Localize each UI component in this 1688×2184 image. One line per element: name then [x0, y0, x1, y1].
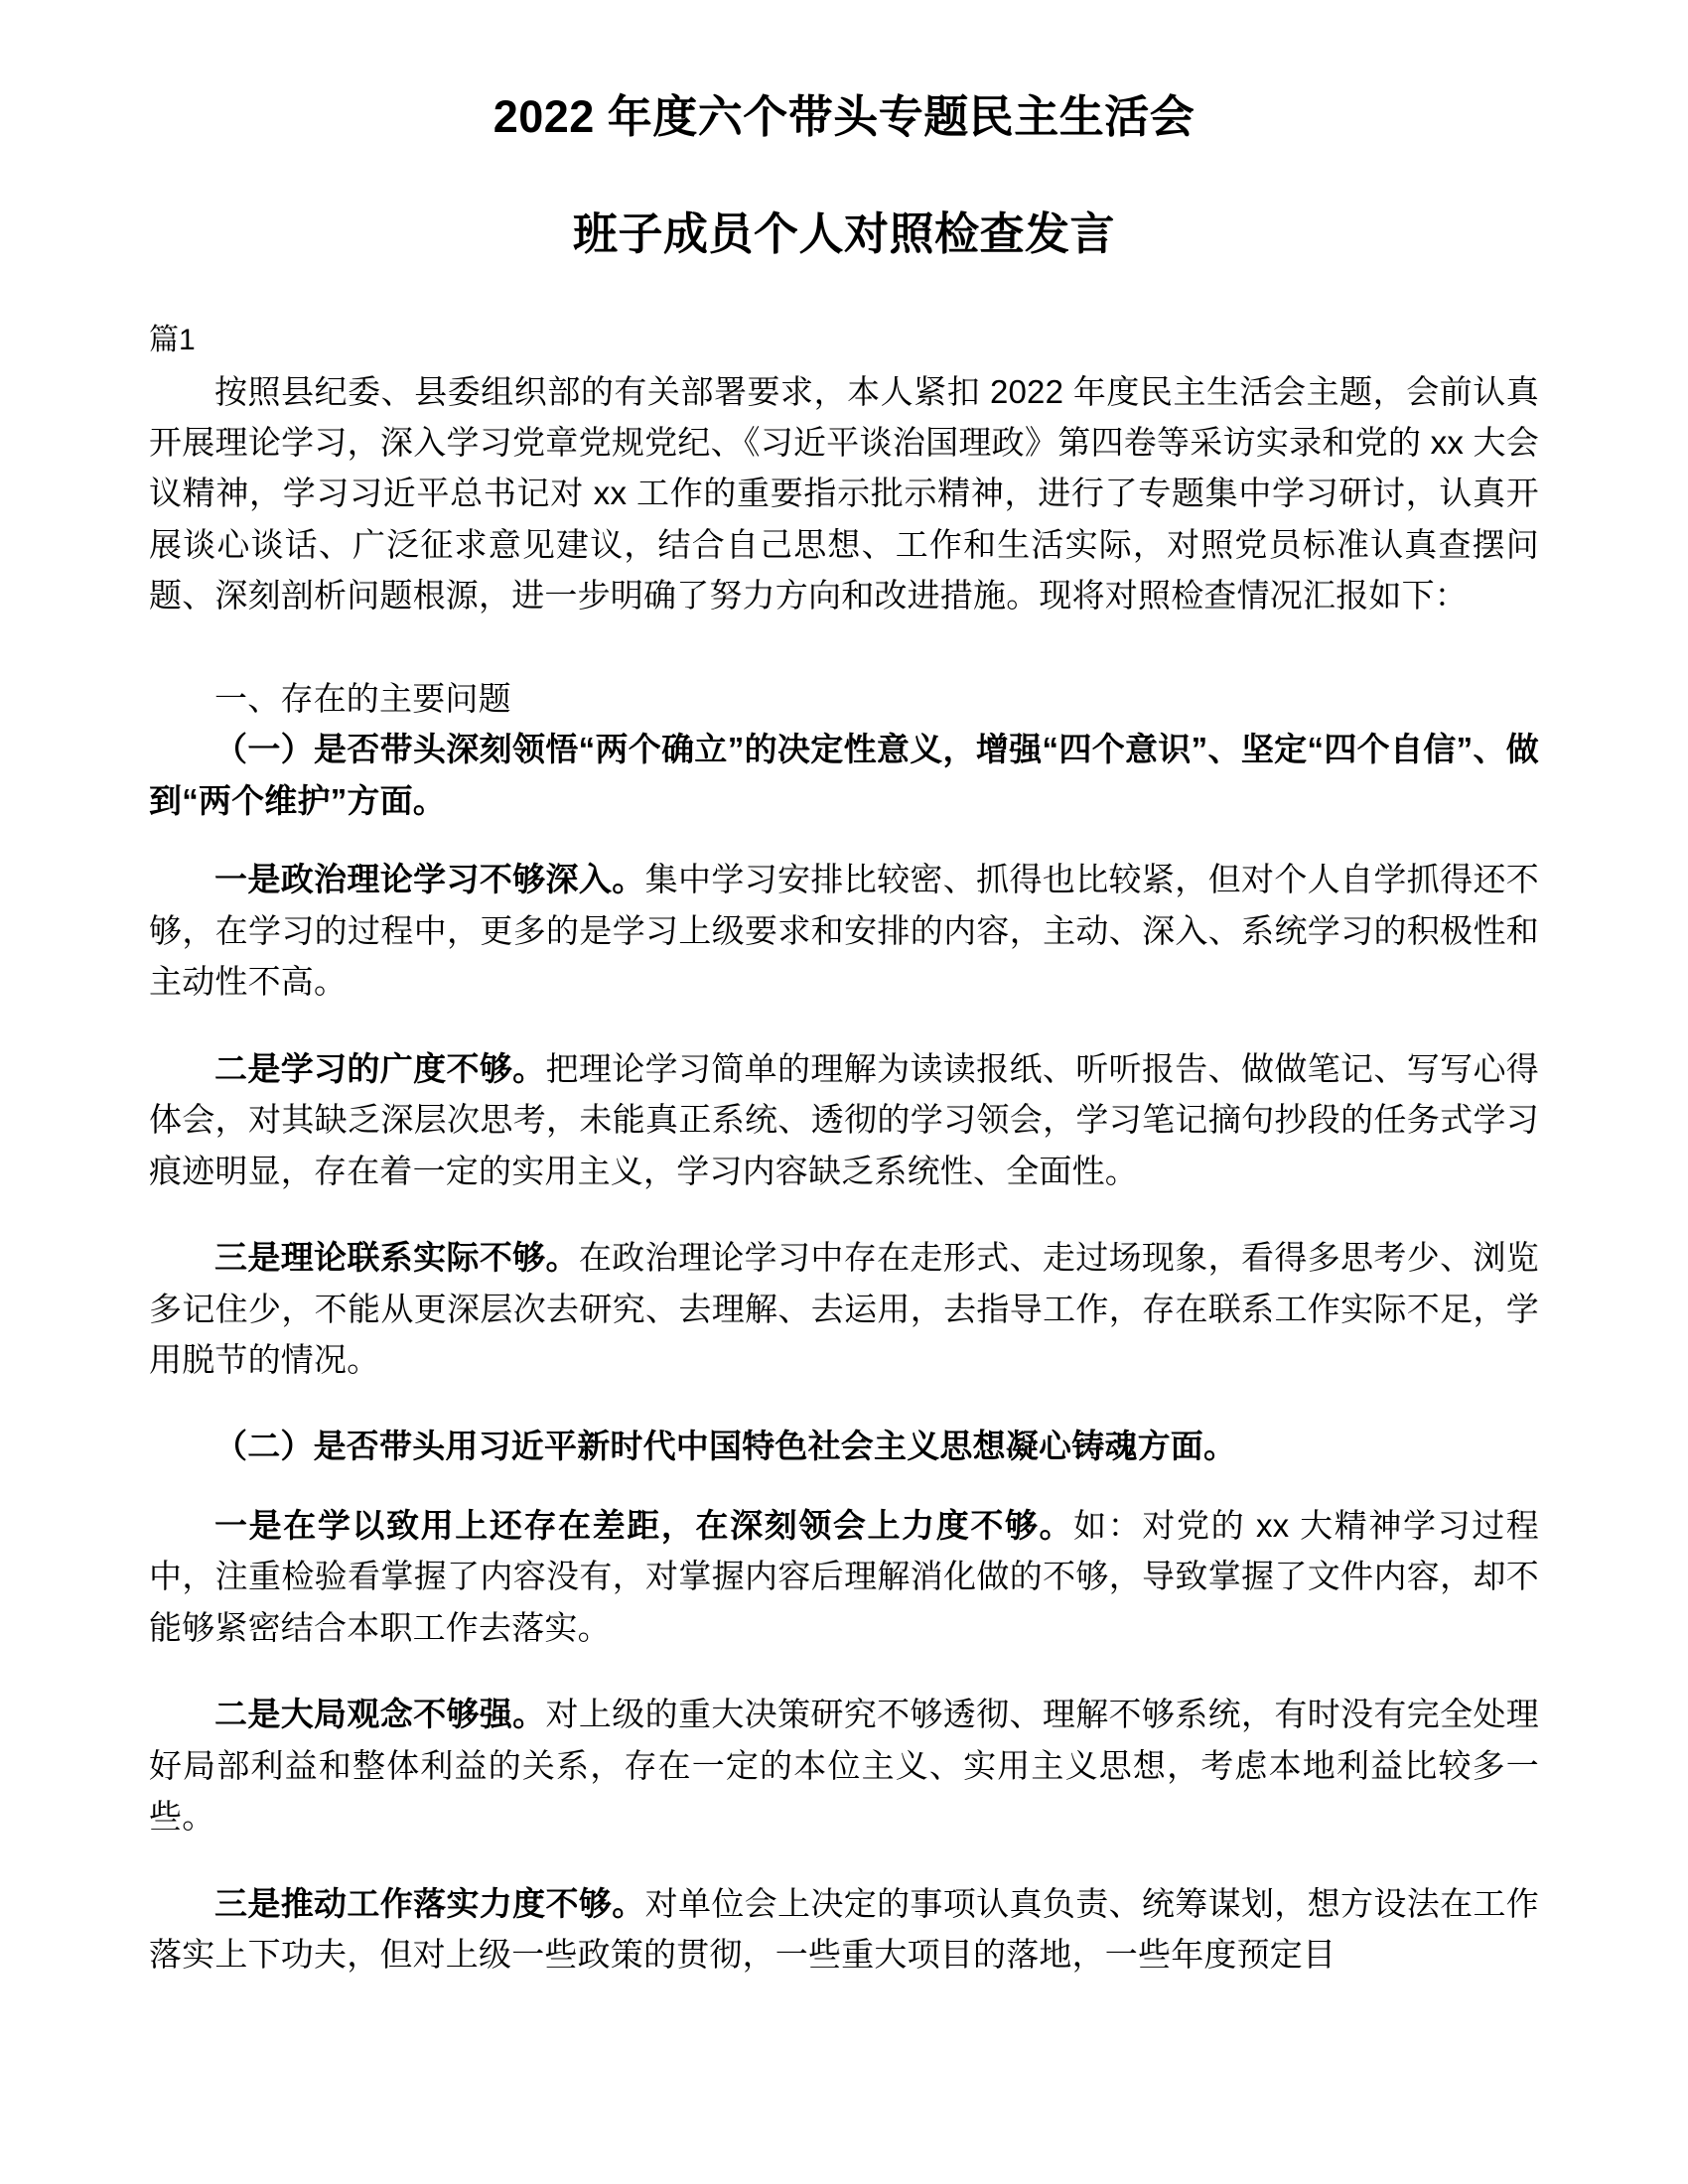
- spacer: [149, 1850, 1539, 1878]
- item-paragraph-1-1: [149, 854, 1539, 1007]
- spacer: [149, 1661, 1539, 1689]
- item-lead-2-1: 一是在学以致用上还存在差距，在深刻领会上力度不够。: [214, 1506, 1074, 1544]
- item-body-2-3: 对单位会上决定的事项认真负责、统筹谋划，想方设法在工作落实上下功夫，但对上级一些政策的贯彻，一些重大项目的落地，一些年度预定目: [149, 1884, 1539, 1974]
- item-paragraph-2-2: [149, 1689, 1539, 1842]
- item-body-2-2: 对上级的重大决策研究不够透彻、理解不够系统，有时没有完全处理好局部利益和整体利益的关系，存在一定的本位主义、实用主义思想，考虑本地利益比较多一些。: [149, 1696, 1540, 1836]
- item-body-1-1: 集中学习安排比较密、抓得也比较紧，但对个人自学抓得还不够，在学习的过程中，更多的是学习上级要求和安排的内容，主动、深入、系统学习的积极性和主动性不高。: [149, 861, 1539, 1001]
- spacer: [149, 1472, 1539, 1500]
- spacer: [149, 629, 1539, 673]
- intro-paragraph: 按照县纪委、县委组织部的有关部署要求，本人紧扣 2022 年度民主生活会主题，会前认真开展理论学习，深入学习党章党规党纪、《习近平谈治国理政》第四卷等采访实录和党的 xx 大会议精神，学习习近平总书记对 xx 工作的重要指示批示精神，进行了专题集中学习研讨，认真开展谈心谈话、广泛征求意见建议，结合自己思想、工作和生活实际，对照党员标准认真查摆问题、深刻剖析问题根源，进一步明确了努力方向和改进措施。现将对照检查情况汇报如下：: [149, 372, 1539, 614]
- item-lead-1-1: 一是政治理论学习不够深入。: [214, 861, 645, 898]
- item-lead-2-2: 二是大局观念不够强。: [214, 1696, 546, 1733]
- item-body-1-3: 在政治理论学习中存在走形式、走过场现象，看得多思考少、浏览多记住少，不能从更深层次去研究、去理解、去运用，去指导工作，存在联系工作实际不足，学用脱节的情况。: [149, 1239, 1539, 1378]
- item-paragraph-1-3: [149, 1232, 1539, 1385]
- subsection-heading-1: （一）是否带头深刻领悟“两个确立”的决定性意义，增强“四个意识”、坚定“四个自信”、做到“两个维护”方面。: [149, 731, 1539, 819]
- spacer: [149, 1016, 1539, 1043]
- document-title-line-1: 2022 年度六个带头专题民主生活会: [492, 91, 1196, 142]
- spacer: [149, 1204, 1539, 1232]
- item-paragraph-2-1: [149, 1500, 1539, 1653]
- item-body-2-1: 如：对党的 xx 大精神学习过程中，注重检验看掌握了内容没有，对掌握内容后理解消化做的不够，导致掌握了文件内容，却不能够紧密结合本职工作去落实。: [149, 1506, 1539, 1646]
- item-body-1-2: 把理论学习简单的理解为读读报纸、听听报告、做做笔记、写写心得体会，对其缺乏深层次思考，未能真正系统、透彻的学习领会，学习笔记摘句抄段的任务式学习痕迹明显，存在着一定的实用主义，学习内容缺乏系统性、全面性。: [149, 1049, 1540, 1189]
- item-lead-1-3: 三是理论联系实际不够。: [214, 1239, 579, 1277]
- piece-label: 篇1: [149, 323, 196, 356]
- item-paragraph-2-3: [149, 1878, 1539, 1980]
- spacer: [149, 1393, 1539, 1421]
- item-paragraph-1-2: [149, 1043, 1539, 1196]
- item-lead-1-2: 二是学习的广度不够。: [214, 1049, 546, 1087]
- section-heading-1: 一、存在的主要问题: [214, 679, 511, 717]
- spacer: [149, 826, 1539, 854]
- document-title-line-2: 班子成员个人对照检查发言: [572, 207, 1115, 259]
- item-lead-2-3: 三是推动工作落实力度不够。: [214, 1884, 645, 1922]
- subsection-heading-2: （二）是否带头用习近平新时代中国特色社会主义思想凝心铸魂方面。: [214, 1428, 1237, 1465]
